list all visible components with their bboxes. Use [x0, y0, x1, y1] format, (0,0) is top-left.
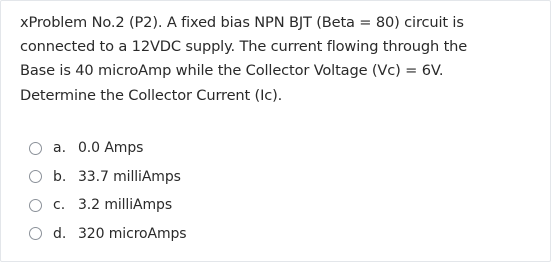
- question-line: Determine the Collector Current (Ic).: [20, 86, 283, 104]
- option-letter: b.: [53, 168, 67, 185]
- radio-button-d[interactable]: [29, 227, 42, 240]
- option-label[interactable]: 3.2 milliAmps: [78, 197, 173, 214]
- option-a[interactable]: [29, 134, 509, 163]
- option-label[interactable]: 320 microAmps: [78, 225, 187, 242]
- option-b[interactable]: [29, 163, 509, 192]
- radio-button-b[interactable]: [29, 170, 42, 183]
- radio-button-a[interactable]: [29, 142, 42, 155]
- option-letter: d.: [53, 225, 67, 242]
- option-label[interactable]: 0.0 Amps: [78, 140, 144, 157]
- option-letter: a.: [53, 140, 67, 157]
- option-label[interactable]: 33.7 milliAmps: [78, 168, 181, 185]
- answer-options: [29, 134, 509, 248]
- option-c[interactable]: [29, 191, 509, 220]
- question-line: Base is 40 microAmp while the Collector Voltage (Vc) = 6V.: [20, 62, 444, 80]
- option-d[interactable]: [29, 220, 509, 249]
- question-text: [20, 11, 535, 108]
- radio-button-c[interactable]: [29, 199, 42, 212]
- question-line: connected to a 12VDC supply. The current flowing through the: [20, 38, 468, 56]
- option-letter: c.: [53, 197, 66, 214]
- question-line: xProblem No.2 (P2). A fixed bias NPN BJT (Beta = 80) circuit is: [20, 14, 464, 31]
